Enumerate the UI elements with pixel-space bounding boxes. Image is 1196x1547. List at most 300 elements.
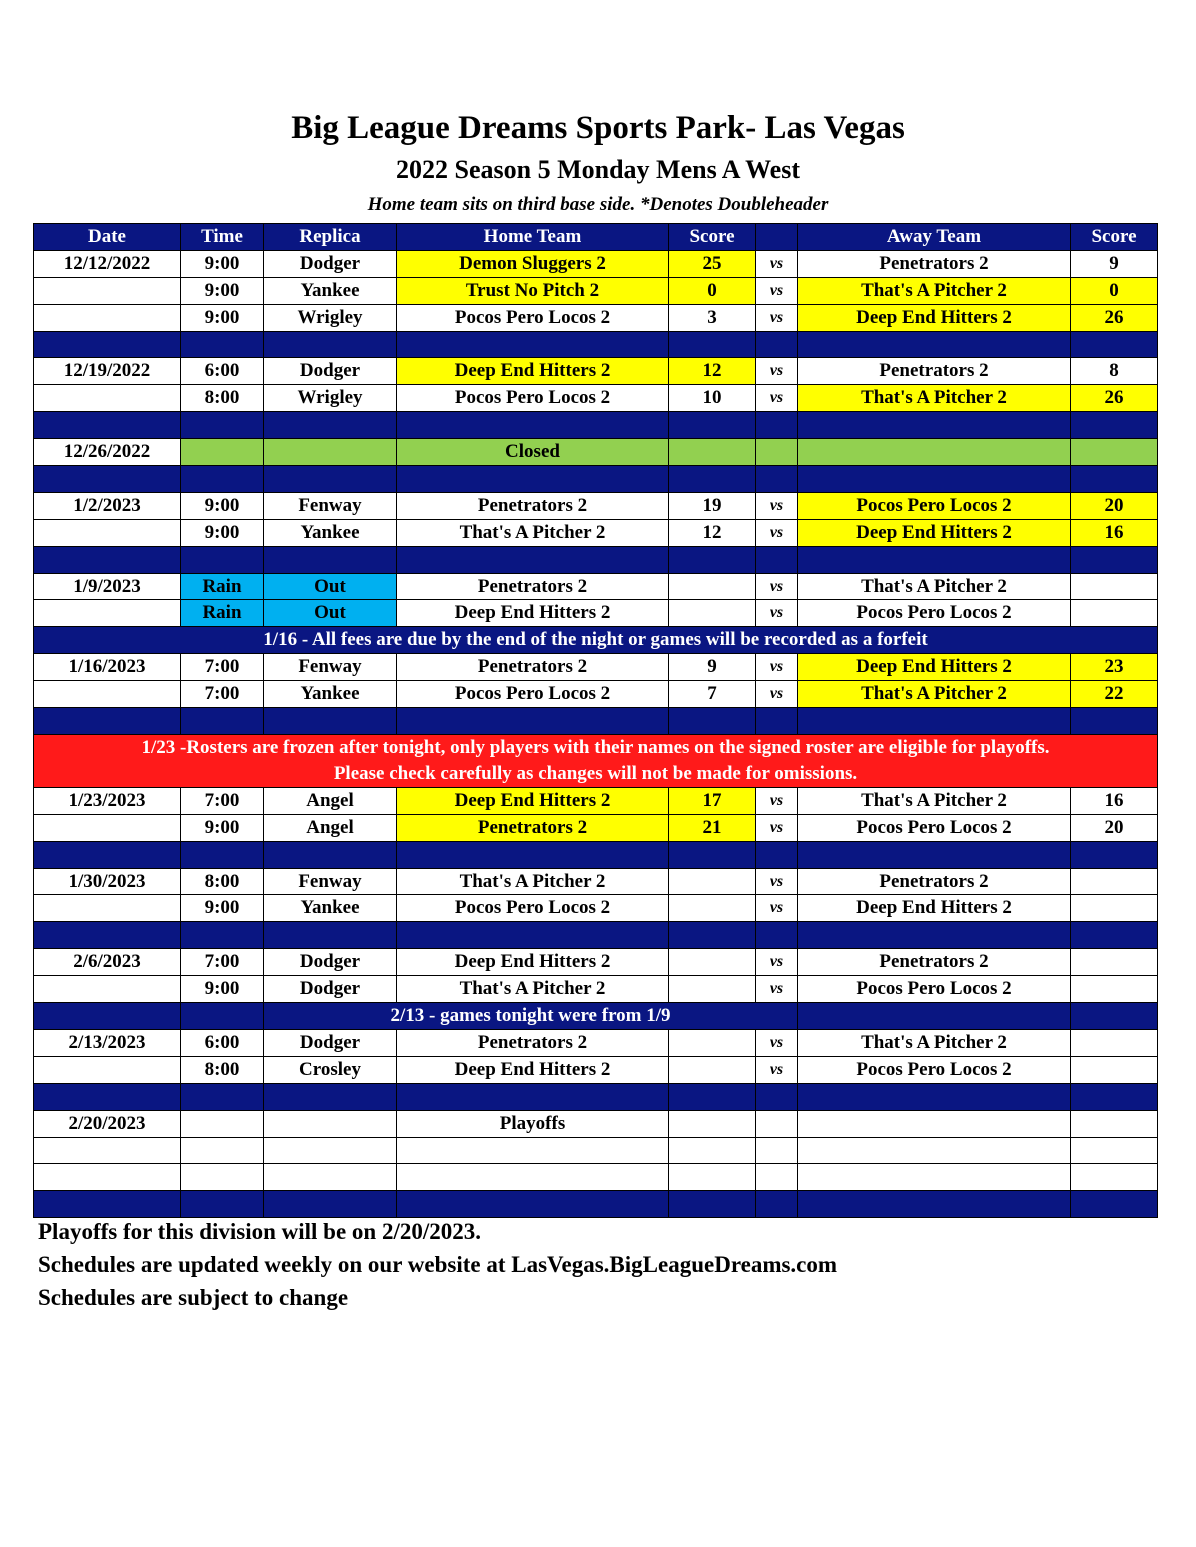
date-cell: [34, 681, 181, 708]
time-cell: 6:00: [181, 358, 264, 385]
away-score-cell: 20: [1071, 492, 1158, 519]
closed-cell: [181, 439, 264, 466]
spacer-cell: [397, 331, 669, 358]
spacer-cell: [1071, 412, 1158, 439]
away-team-cell: Pocos Pero Locos 2: [798, 1056, 1071, 1083]
alert-line: 1/23 -Rosters are frozen after tonight, only players with their names on the signed roster are eligible for playoffs.: [141, 736, 1050, 758]
spacer-cell: [1071, 1003, 1158, 1030]
time-cell: 9:00: [181, 277, 264, 304]
spacer-cell: [798, 412, 1071, 439]
home-score-cell: [669, 573, 756, 600]
roster-alert: [34, 734, 1158, 787]
vs-cell: vs: [756, 304, 798, 331]
home-team-cell: Penetrators 2: [397, 654, 669, 681]
home-score-cell: [669, 868, 756, 895]
closed-cell: [669, 439, 756, 466]
spacer-cell: [798, 1191, 1071, 1218]
away-score-cell: [1071, 1110, 1158, 1137]
spacer-row: [34, 412, 1158, 439]
closed-row: [34, 439, 1158, 466]
game-row: [34, 949, 1158, 976]
away-team-cell: Pocos Pero Locos 2: [798, 814, 1071, 841]
field-cell: Dodger: [264, 358, 397, 385]
away-team-cell: That's A Pitcher 2: [798, 787, 1071, 814]
roster-alert-row: [34, 734, 1158, 787]
date-cell: [34, 385, 181, 412]
away-team-cell: That's A Pitcher 2: [798, 681, 1071, 708]
date-cell: [34, 304, 181, 331]
alert-line: Please check carefully as changes will not be made for omissions.: [333, 762, 858, 784]
time-cell: 7:00: [181, 949, 264, 976]
away-score-cell: [1071, 1164, 1158, 1191]
spacer-cell: [397, 1191, 669, 1218]
spacer-cell: [798, 546, 1071, 573]
game-row: [34, 1056, 1158, 1083]
away-score-cell: 26: [1071, 304, 1158, 331]
date-cell: 1/16/2023: [34, 654, 181, 681]
spacer-cell: [397, 841, 669, 868]
home-score-cell: 9: [669, 654, 756, 681]
date-cell: [34, 814, 181, 841]
away-score-cell: 9: [1071, 250, 1158, 277]
time-cell: 9:00: [181, 895, 264, 922]
spacer-row: [34, 1191, 1158, 1218]
spacer-cell: [397, 922, 669, 949]
home-team-cell: Deep End Hitters 2: [397, 358, 669, 385]
change-note: Schedules are subject to change: [38, 1285, 349, 1310]
vs-cell: vs: [756, 787, 798, 814]
spacer-cell: [181, 922, 264, 949]
date-cell: [34, 895, 181, 922]
vs-cell: vs: [756, 814, 798, 841]
home-team-cell: Penetrators 2: [397, 814, 669, 841]
spacer-cell: [397, 466, 669, 493]
date-cell: [34, 1056, 181, 1083]
away-score-cell: 0: [1071, 277, 1158, 304]
away-score-cell: [1071, 1137, 1158, 1164]
playoffs-note: Playoffs for this division will be on 2/20/2023.: [38, 1219, 482, 1244]
spacer-cell: [1071, 1083, 1158, 1110]
home-score-cell: 7: [669, 681, 756, 708]
home-team-cell: That's A Pitcher 2: [397, 519, 669, 546]
away-team-cell: Pocos Pero Locos 2: [798, 492, 1071, 519]
spacer-cell: [756, 412, 798, 439]
home-score-cell: 0: [669, 277, 756, 304]
spacer-cell: [756, 708, 798, 735]
home-score-cell: 12: [669, 519, 756, 546]
spacer-cell: [669, 922, 756, 949]
game-row: [34, 895, 1158, 922]
spacer-cell: [798, 841, 1071, 868]
home-score-cell: 19: [669, 492, 756, 519]
home-score-cell: [669, 1137, 756, 1164]
home-team-cell: That's A Pitcher 2: [397, 868, 669, 895]
spacer-cell: [756, 466, 798, 493]
spacer-cell: [181, 331, 264, 358]
away-team-cell: Penetrators 2: [798, 949, 1071, 976]
spacer-row: [34, 922, 1158, 949]
spacer-cell: [34, 708, 181, 735]
website-note: Schedules are updated weekly on our website at LasVegas.BigLeagueDreams.com: [38, 1252, 838, 1277]
away-score-cell: 16: [1071, 519, 1158, 546]
spacer-cell: [264, 466, 397, 493]
spacer-cell: [264, 1191, 397, 1218]
col-home-team: Home Team: [397, 224, 669, 251]
date-cell: 2/6/2023: [34, 949, 181, 976]
time-cell: 7:00: [181, 681, 264, 708]
field-cell: Wrigley: [264, 304, 397, 331]
home-score-cell: 21: [669, 814, 756, 841]
spacer-cell: [264, 922, 397, 949]
game-row: [34, 1137, 1158, 1164]
away-team-cell: Pocos Pero Locos 2: [798, 976, 1071, 1003]
away-score-cell: 8: [1071, 358, 1158, 385]
field-cell: Yankee: [264, 895, 397, 922]
away-team-cell: Deep End Hitters 2: [798, 895, 1071, 922]
spacer-cell: [34, 841, 181, 868]
time-cell: [181, 1164, 264, 1191]
vs-cell: vs: [756, 868, 798, 895]
spacer-row: [34, 841, 1158, 868]
home-score-cell: 12: [669, 358, 756, 385]
field-cell: Dodger: [264, 1029, 397, 1056]
field-cell: Fenway: [264, 868, 397, 895]
time-cell: [181, 1110, 264, 1137]
home-team-cell: Demon Sluggers 2: [397, 250, 669, 277]
field-cell: [264, 1137, 397, 1164]
time-cell: 9:00: [181, 976, 264, 1003]
game-row: [34, 385, 1158, 412]
game-row: [34, 277, 1158, 304]
game-row: [34, 519, 1158, 546]
away-team-cell: Penetrators 2: [798, 868, 1071, 895]
away-score-cell: 23: [1071, 654, 1158, 681]
time-cell: 6:00: [181, 1029, 264, 1056]
spacer-cell: [669, 1083, 756, 1110]
spacer-cell: [798, 331, 1071, 358]
home-team-cell: Trust No Pitch 2: [397, 277, 669, 304]
field-cell: Yankee: [264, 681, 397, 708]
spacer-cell: [756, 331, 798, 358]
spacer-cell: [1071, 922, 1158, 949]
time-cell: 8:00: [181, 868, 264, 895]
away-team-cell: Deep End Hitters 2: [798, 304, 1071, 331]
field-cell: Out: [264, 600, 397, 627]
spacer-cell: [34, 546, 181, 573]
field-cell: Angel: [264, 787, 397, 814]
away-score-cell: 26: [1071, 385, 1158, 412]
game-row: [34, 304, 1158, 331]
field-cell: Fenway: [264, 654, 397, 681]
spacer-cell: [669, 841, 756, 868]
spacer-cell: [181, 1003, 264, 1030]
away-team-cell: [798, 1164, 1071, 1191]
vs-cell: vs: [756, 492, 798, 519]
vs-cell: vs: [756, 895, 798, 922]
spacer-cell: [1071, 466, 1158, 493]
closed-cell: [798, 439, 1071, 466]
spacer-row: [34, 466, 1158, 493]
away-score-cell: [1071, 868, 1158, 895]
home-team-cell: [397, 1164, 669, 1191]
date-cell: [34, 1164, 181, 1191]
vs-cell: vs: [756, 358, 798, 385]
home-score-cell: [669, 1164, 756, 1191]
spacer-cell: [181, 466, 264, 493]
field-cell: [264, 1110, 397, 1137]
spacer-cell: [756, 546, 798, 573]
spacer-cell: [264, 841, 397, 868]
spacer-cell: [397, 412, 669, 439]
home-score-cell: 17: [669, 787, 756, 814]
spacer-row: [34, 1083, 1158, 1110]
home-team-note: Home team sits on third base side. *Denotes Doubleheader: [367, 194, 829, 215]
date-cell: [34, 277, 181, 304]
spacer-cell: [34, 331, 181, 358]
date-cell: [34, 976, 181, 1003]
rainout-row: [34, 573, 1158, 600]
vs-cell: [756, 1137, 798, 1164]
home-team-cell: Playoffs: [397, 1110, 669, 1137]
home-team-cell: Pocos Pero Locos 2: [397, 385, 669, 412]
closed-cell: [264, 439, 397, 466]
col-time: Time: [181, 224, 264, 251]
spacer-cell: [264, 1083, 397, 1110]
game-row: [34, 1029, 1158, 1056]
date-cell: 1/23/2023: [34, 787, 181, 814]
field-cell: Out: [264, 573, 397, 600]
closed-label: Closed: [397, 439, 669, 466]
home-score-cell: 3: [669, 304, 756, 331]
spacer-cell: [669, 466, 756, 493]
home-score-cell: [669, 1029, 756, 1056]
spacer-cell: [669, 708, 756, 735]
spacer-cell: [1071, 841, 1158, 868]
spacer-cell: [34, 922, 181, 949]
spacer-cell: [181, 1083, 264, 1110]
time-cell: Rain: [181, 573, 264, 600]
col-away-team: Away Team: [798, 224, 1071, 251]
spacer-cell: [397, 708, 669, 735]
home-score-cell: [669, 1056, 756, 1083]
field-cell: Wrigley: [264, 385, 397, 412]
date-cell: [34, 1137, 181, 1164]
time-cell: 8:00: [181, 385, 264, 412]
spacer-cell: [798, 466, 1071, 493]
season-subtitle: 2022 Season 5 Monday Mens A West: [395, 155, 800, 184]
away-score-cell: [1071, 1029, 1158, 1056]
spacer-row: [34, 331, 1158, 358]
spacer-cell: [1071, 546, 1158, 573]
game-row: [34, 976, 1158, 1003]
home-team-cell: Penetrators 2: [397, 492, 669, 519]
col-replica: Replica: [264, 224, 397, 251]
away-team-cell: Deep End Hitters 2: [798, 654, 1071, 681]
col-date: Date: [34, 224, 181, 251]
home-team-cell: Penetrators 2: [397, 573, 669, 600]
spacer-cell: [181, 546, 264, 573]
away-score-cell: [1071, 600, 1158, 627]
spacer-row: [34, 708, 1158, 735]
home-score-cell: [669, 600, 756, 627]
rainout-row: [34, 600, 1158, 627]
spacer-cell: [1071, 1191, 1158, 1218]
vs-cell: vs: [756, 949, 798, 976]
vs-cell: vs: [756, 519, 798, 546]
spacer-cell: [34, 1191, 181, 1218]
home-score-cell: [669, 976, 756, 1003]
date-cell: 2/13/2023: [34, 1029, 181, 1056]
game-row: [34, 250, 1158, 277]
spacer-cell: [1071, 331, 1158, 358]
spacer-cell: [1071, 708, 1158, 735]
closed-cell: [1071, 439, 1158, 466]
date-cell: 12/26/2022: [34, 439, 181, 466]
time-cell: Rain: [181, 600, 264, 627]
vs-cell: vs: [756, 1056, 798, 1083]
spacer-cell: [669, 1191, 756, 1218]
spacer-cell: [756, 922, 798, 949]
vs-cell: vs: [756, 681, 798, 708]
game-row: [34, 1164, 1158, 1191]
page-title: Big League Dreams Sports Park- Las Vegas: [291, 110, 905, 146]
spacer-cell: [34, 1003, 181, 1030]
spacer-cell: [181, 708, 264, 735]
field-cell: Yankee: [264, 519, 397, 546]
time-cell: 7:00: [181, 787, 264, 814]
date-cell: 1/30/2023: [34, 868, 181, 895]
home-team-cell: Pocos Pero Locos 2: [397, 304, 669, 331]
spacer-cell: [756, 1191, 798, 1218]
time-cell: 9:00: [181, 304, 264, 331]
away-score-cell: [1071, 1056, 1158, 1083]
home-score-cell: [669, 949, 756, 976]
away-team-cell: Penetrators 2: [798, 358, 1071, 385]
spacer-cell: [264, 412, 397, 439]
spacer-row: [34, 546, 1158, 573]
away-team-cell: [798, 1137, 1071, 1164]
away-score-cell: [1071, 949, 1158, 976]
spacer-cell: [798, 708, 1071, 735]
away-score-cell: [1071, 976, 1158, 1003]
away-team-cell: [798, 1110, 1071, 1137]
home-score-cell: 25: [669, 250, 756, 277]
col-vs: [756, 224, 798, 251]
col-home-score: Score: [669, 224, 756, 251]
field-cell: Fenway: [264, 492, 397, 519]
spacer-cell: [34, 466, 181, 493]
vs-cell: vs: [756, 277, 798, 304]
home-team-cell: Deep End Hitters 2: [397, 949, 669, 976]
time-cell: 9:00: [181, 250, 264, 277]
date-cell: 12/19/2022: [34, 358, 181, 385]
away-team-cell: Deep End Hitters 2: [798, 519, 1071, 546]
vs-cell: vs: [756, 573, 798, 600]
spacer-cell: [264, 708, 397, 735]
vs-cell: [756, 1110, 798, 1137]
away-team-cell: That's A Pitcher 2: [798, 1029, 1071, 1056]
spacer-cell: [34, 412, 181, 439]
field-cell: Yankee: [264, 277, 397, 304]
notice-row: [34, 1003, 1158, 1030]
field-cell: [264, 1164, 397, 1191]
home-team-cell: Deep End Hitters 2: [397, 1056, 669, 1083]
spacer-cell: [798, 922, 1071, 949]
vs-cell: vs: [756, 600, 798, 627]
home-team-cell: Penetrators 2: [397, 1029, 669, 1056]
time-cell: 8:00: [181, 1056, 264, 1083]
date-cell: 12/12/2022: [34, 250, 181, 277]
date-cell: [34, 600, 181, 627]
spacer-cell: [669, 331, 756, 358]
away-score-cell: 22: [1071, 681, 1158, 708]
game-row: [34, 654, 1158, 681]
vs-cell: vs: [756, 250, 798, 277]
time-cell: 9:00: [181, 519, 264, 546]
spacer-cell: [669, 546, 756, 573]
away-score-cell: 16: [1071, 787, 1158, 814]
home-score-cell: [669, 1110, 756, 1137]
vs-cell: vs: [756, 385, 798, 412]
spacer-cell: [756, 841, 798, 868]
game-row: [34, 1110, 1158, 1137]
away-score-cell: 20: [1071, 814, 1158, 841]
home-score-cell: 10: [669, 385, 756, 412]
field-cell: Dodger: [264, 976, 397, 1003]
spacer-cell: [264, 546, 397, 573]
col-away-score: Score: [1071, 224, 1158, 251]
time-cell: 7:00: [181, 654, 264, 681]
game-row: [34, 814, 1158, 841]
home-team-cell: That's A Pitcher 2: [397, 976, 669, 1003]
date-cell: 1/9/2023: [34, 573, 181, 600]
field-cell: Dodger: [264, 250, 397, 277]
spacer-cell: [181, 412, 264, 439]
spacer-cell: [264, 331, 397, 358]
spacer-cell: [756, 1083, 798, 1110]
game-row: [34, 681, 1158, 708]
spacer-cell: [34, 1083, 181, 1110]
spacer-cell: [397, 1083, 669, 1110]
vs-cell: [756, 1164, 798, 1191]
schedule-table: [33, 223, 1158, 1218]
field-cell: Crosley: [264, 1056, 397, 1083]
time-cell: [181, 1137, 264, 1164]
spacer-cell: [181, 1191, 264, 1218]
spacer-cell: [397, 546, 669, 573]
date-cell: 1/2/2023: [34, 492, 181, 519]
date-cell: 2/20/2023: [34, 1110, 181, 1137]
away-team-cell: Penetrators 2: [798, 250, 1071, 277]
spacer-cell: [798, 1003, 1071, 1030]
vs-cell: vs: [756, 976, 798, 1003]
game-row: [34, 358, 1158, 385]
home-team-cell: Deep End Hitters 2: [397, 600, 669, 627]
game-row: [34, 868, 1158, 895]
home-team-cell: Deep End Hitters 2: [397, 787, 669, 814]
away-score-cell: [1071, 895, 1158, 922]
game-row: [34, 492, 1158, 519]
notice-text: 1/16 - All fees are due by the end of the night or games will be recorded as a forfeit: [34, 627, 1158, 654]
away-team-cell: Pocos Pero Locos 2: [798, 600, 1071, 627]
away-team-cell: That's A Pitcher 2: [798, 277, 1071, 304]
time-cell: 9:00: [181, 814, 264, 841]
field-cell: Dodger: [264, 949, 397, 976]
game-row: [34, 787, 1158, 814]
closed-cell: [756, 439, 798, 466]
spacer-cell: [798, 1083, 1071, 1110]
header-row: [34, 224, 1158, 251]
